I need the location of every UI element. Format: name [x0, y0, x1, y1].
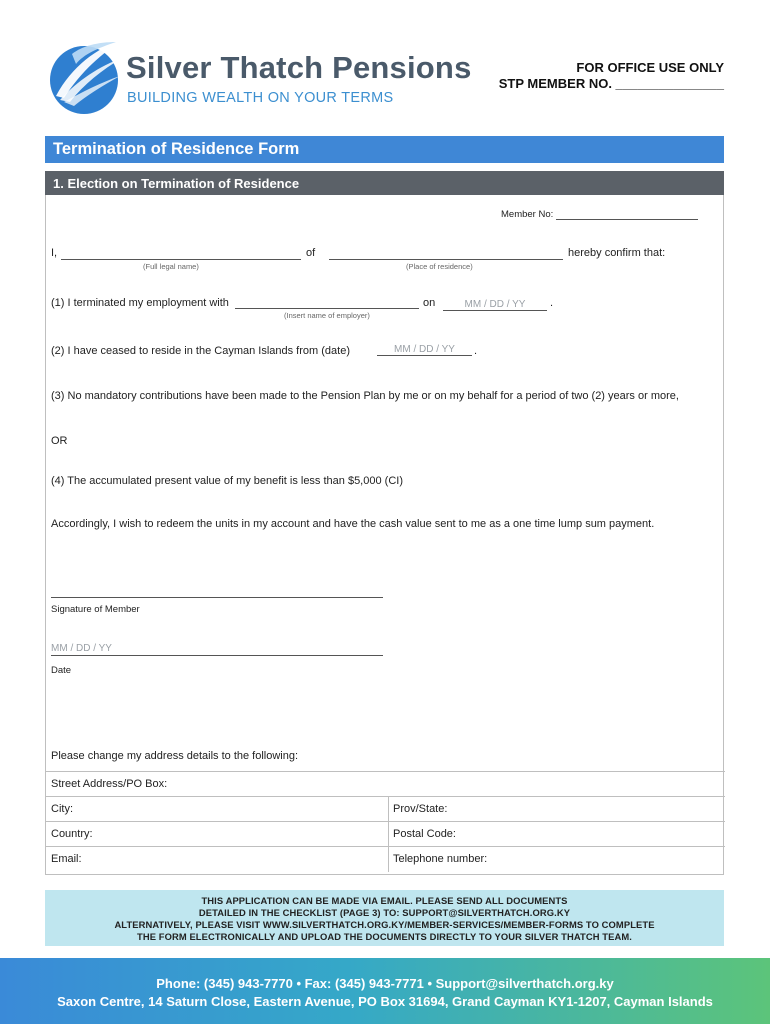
stp-member-no-label: STP MEMBER NO. _______________ [498, 76, 724, 91]
hereby-confirm-label: hereby confirm that: [568, 247, 666, 259]
i-label: I, [51, 247, 58, 259]
logo-name: Silver Thatch Pensions [126, 50, 472, 85]
section-title: 1. Election on Termination of Residence [45, 171, 724, 195]
office-use-label: FOR OFFICE USE ONLY [576, 60, 724, 75]
footer-contact-line: Phone: (345) 943-7770 • Fax: (345) 943-7771 • Support@silverthatch.org.ky [156, 976, 614, 991]
footer-address-line: Saxon Centre, 14 Saturn Close, Eastern Avenue, PO Box 31694, Grand Cayman KY1-1207, Cayman Islands [57, 994, 713, 1009]
country-label: Country: [51, 828, 93, 840]
email-field[interactable] [46, 847, 388, 872]
postal-code-label: Postal Code: [393, 828, 456, 840]
notice-line-4: THE FORM ELECTRONICALLY AND UPLOAD THE DOCUMENTS DIRECTLY TO YOUR SILVER THATCH TEAM. [137, 931, 632, 942]
submission-notice [45, 890, 724, 946]
prov-state-field[interactable] [388, 797, 725, 822]
signature-field[interactable] [51, 597, 383, 598]
telephone-label: Telephone number: [393, 853, 488, 865]
form-body [45, 195, 724, 875]
logo-tagline: BUILDING WEALTH ON YOUR TERMS [127, 90, 394, 106]
email-row [46, 846, 725, 871]
member-no-field[interactable] [556, 219, 698, 220]
street-address-row[interactable] [46, 771, 725, 796]
place-of-residence-field[interactable] [329, 259, 563, 260]
notice-line-1: THIS APPLICATION CAN BE MADE VIA EMAIL. PLEASE SEND ALL DOCUMENTS [201, 895, 568, 906]
or-label: OR [51, 435, 68, 447]
accordingly-text: Accordingly, I wish to redeem the units in my account and have the cash value sent to me as a one time lump sum payment. [51, 518, 655, 530]
city-row [46, 796, 725, 821]
street-address-label: Street Address/PO Box: [51, 778, 168, 790]
item-1-text: (1) I terminated my employment with [51, 297, 229, 309]
email-label: Email: [51, 853, 82, 865]
residence-end-date-field[interactable]: MM / DD / YY [377, 344, 472, 356]
country-row [46, 821, 725, 846]
country-field[interactable] [46, 822, 388, 847]
member-no-label: Member No: [501, 209, 554, 220]
date-label: Date [51, 665, 72, 676]
postal-code-field[interactable] [388, 822, 725, 847]
signature-label: Signature of Member [51, 604, 140, 615]
full-legal-name-hint: (Full legal name) [143, 262, 199, 271]
thatch-leaf-logo-icon [42, 36, 124, 118]
item-2-end-mark: . [474, 345, 478, 357]
signature-date-field[interactable]: MM / DD / YY [51, 643, 383, 656]
company-logo [42, 36, 472, 116]
employer-hint: (Insert name of employer) [284, 311, 370, 320]
item-2-text: (2) I have ceased to reside in the Cayman Islands from (date) [51, 345, 350, 357]
full-legal-name-field[interactable] [61, 259, 301, 260]
notice-line-2: DETAILED IN THE CHECKLIST (PAGE 3) TO: SUPPORT@SILVERTHATCH.ORG.KY [198, 907, 571, 918]
form-title: Termination of Residence Form [45, 136, 724, 163]
notice-line-3: ALTERNATIVELY, PLEASE VISIT WWW.SILVERTHATCH.ORG.KY/MEMBER-SERVICES/MEMBER-FORMS TO COMPLETE [114, 919, 655, 930]
telephone-field[interactable] [388, 847, 725, 872]
address-intro: Please change my address details to the following: [51, 750, 299, 762]
office-use-block [499, 60, 724, 92]
city-field[interactable] [46, 797, 388, 822]
city-label: City: [51, 803, 73, 815]
employer-name-field[interactable] [235, 308, 419, 309]
prov-state-label: Prov/State: [393, 803, 448, 815]
of-label: of [306, 247, 316, 259]
employment-end-date-field[interactable]: MM / DD / YY [443, 299, 547, 311]
item-4-text: (4) The accumulated present value of my benefit is less than $5,000 (CI) [51, 475, 403, 487]
footer-banner [0, 958, 770, 1024]
item-1-end-mark: . [550, 297, 554, 309]
item-3-text: (3) No mandatory contributions have been made to the Pension Plan by me or on my behalf for a period of two (2) years or more, [51, 390, 679, 402]
on-label: on [423, 297, 436, 309]
place-of-residence-hint: (Place of residence) [406, 262, 473, 271]
